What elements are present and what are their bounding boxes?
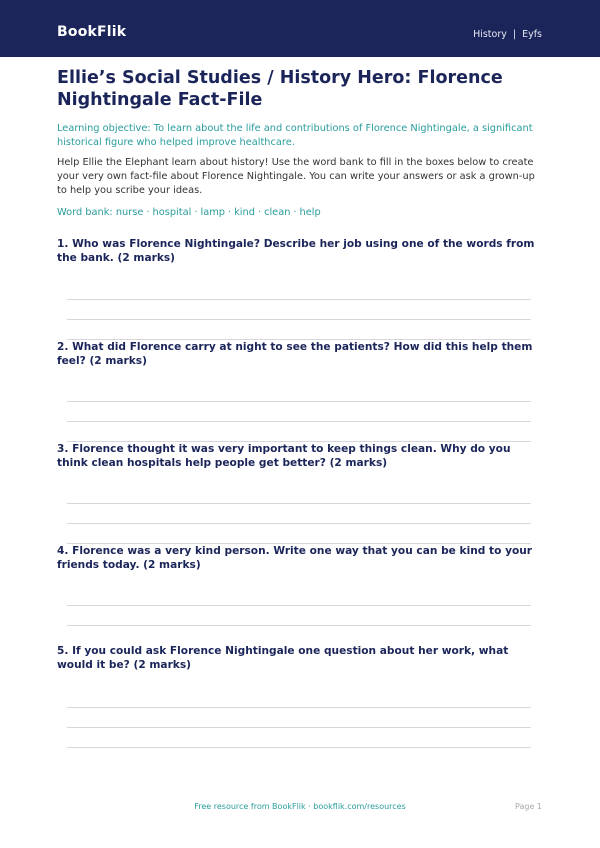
word-separator: ·: [146, 207, 150, 218]
answer-line[interactable]: [67, 727, 531, 728]
answer-line[interactable]: [67, 605, 531, 606]
answer-line[interactable]: [67, 401, 531, 402]
answer-line[interactable]: [67, 319, 531, 320]
answer-line[interactable]: [67, 503, 531, 504]
word-separator: ·: [293, 207, 297, 218]
question-1: 1. Who was Florence Nightingale? Describe her job using one of the words from the bank. (2 marks): [57, 238, 535, 264]
breadcrumb-item-eyfs[interactable]: Eyfs: [522, 29, 542, 40]
word-bank-word: lamp: [200, 207, 225, 218]
word-separator: ·: [257, 207, 262, 218]
word-bank-word: hospital: [152, 207, 192, 218]
word-separator: ·: [227, 207, 232, 218]
page-number: Page 1: [515, 802, 542, 811]
question-3: 3. Florence thought it was very important to keep things clean. Why do you think clean hospitals help people get better? (2 marks): [57, 443, 511, 469]
word-bank-word: nurse: [115, 207, 144, 218]
answer-line[interactable]: [67, 747, 531, 748]
learning-objective: Learning objective: To learn about the life and contributions of Florence Nightingale, a significant historical figure who helped improve healthcare.: [57, 123, 533, 148]
breadcrumb-separator: |: [512, 29, 517, 40]
answer-line[interactable]: [67, 523, 531, 524]
word-bank-word: kind: [234, 207, 255, 218]
answer-line[interactable]: [67, 707, 531, 708]
page-header: [0, 0, 600, 57]
question-2: 2. What did Florence carry at night to see the patients? How did this help them feel? (2 marks): [57, 341, 533, 367]
breadcrumb: [473, 29, 542, 40]
word-bank-word: clean: [264, 207, 291, 218]
question-4: 4. Florence was a very kind person. Write one way that you can be kind to your friends today. (2 marks): [57, 545, 533, 571]
footer-text: Free resource from BookFlik · bookflik.com/resources: [194, 802, 406, 811]
question-5: 5. If you could ask Florence Nightingale one question about her work, what would it be? (2 marks): [57, 645, 509, 671]
word-bank-word: help: [299, 207, 321, 218]
word-separator: ·: [194, 207, 198, 218]
answer-line[interactable]: [67, 421, 531, 422]
answer-line[interactable]: [67, 625, 531, 626]
brand-logo[interactable]: BookFlik: [57, 24, 127, 40]
intro-text: Help Ellie the Elephant learn about history! Use the word bank to fill in the boxes below to create your very own fact-file about Florence Nightingale. You can write your answers or ask a grown-up to help you scribe your ideas.: [57, 157, 535, 196]
answer-line[interactable]: [67, 299, 531, 300]
breadcrumb-item-history[interactable]: History: [473, 29, 507, 40]
page-title: Ellie’s Social Studies / History Hero: Florence Nightingale Fact-File: [57, 68, 503, 110]
word-bank-label: Word bank:: [57, 207, 113, 218]
word-bank: [57, 206, 547, 220]
